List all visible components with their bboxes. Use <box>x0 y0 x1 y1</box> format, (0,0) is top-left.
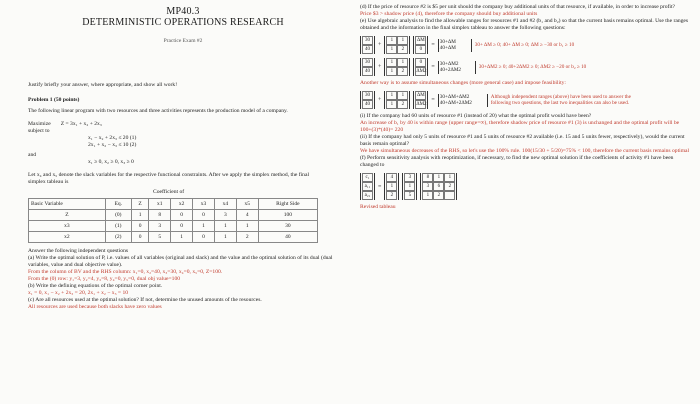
question-a: (a) Write the optimal solution of P, i.e. values of all variables (original and slack) and the value and the optimal solution of its dual (dual variables, value and dual objective value). <box>28 255 333 268</box>
equals-sign: = <box>378 183 382 190</box>
right-column <box>360 4 690 402</box>
matrix-cell: 40 <box>362 45 373 54</box>
tableau-cell: 40 <box>258 232 317 243</box>
constraint-2: 2x₁ + x₂ − x₃ ≤ 10 (2) <box>88 142 137 148</box>
delta-vector <box>413 36 428 54</box>
range-note-2: 30+ΔM2 ≥ 0; 40+2ΔM2 ≥ 0; ΔM2 ≥ −20 or b₂ ≥ 10 <box>478 63 587 70</box>
answer-i: An increase of b₁ by 40 is within range (upper range=∞), therefore shadow price of resource #1 (3) is unchanged and the optimal profit will be 100+(3)*(40)= 220 <box>360 120 680 133</box>
rhs-vector <box>360 36 375 54</box>
tableau-cell: 0 <box>171 210 193 221</box>
course-title: DETERMINISTIC OPERATIONS RESEARCH <box>82 17 284 28</box>
problem-intro: The following linear program with two resources and three activities represents the production model of a company. <box>28 108 288 114</box>
range-calc-resource-2 <box>360 58 690 76</box>
range-note-3: Although independent ranges (above) have been used to answer the following two questions, the last two inequalities can also be used. <box>490 93 631 106</box>
maximize-label: Maximize <box>28 121 51 127</box>
delta-vector <box>413 58 428 76</box>
matrix-cell: 30 <box>362 58 373 67</box>
question-b: (b) Write the defining equations of the optimal corner point. <box>28 283 163 289</box>
tableau-cell: (0) <box>105 210 131 221</box>
answer-d: Price $3 > shadow price (4), therefore the company should buy additional units <box>360 11 538 17</box>
matrix-cell: a₂₁ <box>362 191 373 200</box>
tableau-cell: 1 <box>214 232 236 243</box>
tableau-cell: 5 <box>149 232 171 243</box>
matrix-cell: 0 <box>415 58 426 67</box>
plus-sign: + <box>378 42 382 48</box>
range-calc-resource-1 <box>360 36 690 54</box>
matrix-cell: 1 <box>422 191 433 200</box>
left-column <box>28 6 338 402</box>
tableau-cell: 1 <box>171 232 193 243</box>
matrix-cell: 2 <box>397 67 408 76</box>
final-simplex-tableau <box>28 198 318 243</box>
tableau-header: x5 <box>236 199 258 210</box>
matrix-cell: 1 <box>386 36 397 45</box>
matrix-cell: 40 <box>362 67 373 76</box>
matrix-cell: 4 <box>386 173 397 182</box>
matrix-cell: 1 <box>433 173 444 182</box>
answer-b: x₁ = 0, x₁ − x₂ + 2x₃ = 20, 2x₁ + x₂ − x₃ = 10 <box>28 290 129 296</box>
matrix-cell: 1 <box>397 58 408 67</box>
matrix-cell: 30+ΔM <box>439 38 456 45</box>
tableau-header: Eq. <box>105 199 131 210</box>
matrix-cell <box>444 191 455 200</box>
tableau-header: Right Side <box>258 199 317 210</box>
basis-inverse-matrix <box>384 58 410 76</box>
tableau-cell: 3 <box>214 210 236 221</box>
tableau-header: Basic Variable <box>29 199 106 210</box>
simultaneous-change-calc <box>360 91 690 109</box>
matrix-cell: 40 <box>362 100 373 109</box>
objective-row <box>28 121 338 128</box>
tableau-header-row <box>29 199 318 210</box>
question-f: (f) Perform sensitivity analysis with reoptimization, if necessary, to find the new optimal solution if the coefficients of activity #1 have been changed to <box>360 155 674 168</box>
matrix-cell: 30 <box>362 91 373 100</box>
tableau-header: x3 <box>193 199 215 210</box>
coefficient-vector <box>360 173 375 200</box>
matrix-cell: c₁ <box>362 173 373 182</box>
matrix-cell: 1 <box>397 36 408 45</box>
matrix-cell: 3 <box>404 173 415 182</box>
problem-title: Problem 1 (50 points) <box>28 97 80 103</box>
matrix-cell: 1 <box>386 100 397 109</box>
tableau-cell: (1) <box>105 221 131 232</box>
tableau-cell: 0 <box>193 210 215 221</box>
result-vector <box>438 39 472 52</box>
matrix-cell: 2 <box>397 100 408 109</box>
matrix-cell: 0 <box>415 45 426 54</box>
constraint-1: x₁ − x₂ + 2x₃ ≤ 20 (1) <box>88 135 137 141</box>
tableau-cell: 0 <box>193 232 215 243</box>
tableau-cell: 1 <box>131 210 148 221</box>
matrix-cell: 40+ΔM+2ΔM2 <box>439 100 472 106</box>
matrix-cell: 30+ΔM+ΔM2 <box>439 93 470 100</box>
matrix-cell: 1 <box>404 182 415 191</box>
coefficient-of-label: Coefficient of <box>153 189 185 195</box>
work-matrix-a <box>402 173 417 200</box>
tableau-row <box>29 210 318 221</box>
tableau-cell: 1 <box>214 221 236 232</box>
rhs-vector <box>360 91 375 109</box>
tableau-header: Z <box>131 199 148 210</box>
plus-sign: + <box>378 64 382 70</box>
matrix-cell: 2 <box>386 191 397 200</box>
subject-to-label: subject to <box>28 128 50 134</box>
tableau-cell: 0 <box>131 221 148 232</box>
result-vector <box>438 61 476 74</box>
slack-note: Let x₄ and x₅ denote the slack variables for the respective functional constraints. After we apply the simplex method, the final simplex tableau is <box>28 172 310 185</box>
questions-intro: Answer the following independent questions <box>28 248 129 254</box>
tableau-cell: 0 <box>171 221 193 232</box>
plus-sign: + <box>378 97 382 103</box>
tableau-cell: 8 <box>149 210 171 221</box>
new-values-vector <box>384 173 399 200</box>
tableau-cell: 30 <box>258 221 317 232</box>
basis-inverse-matrix <box>384 91 410 109</box>
basis-inverse-matrix <box>384 36 410 54</box>
delta-vector <box>413 91 428 109</box>
matrix-cell: ΔM2 <box>416 69 427 74</box>
tableau-header: x1 <box>149 199 171 210</box>
rhs-vector <box>360 58 375 76</box>
result-vector <box>438 94 488 107</box>
matrix-cell: 30+ΔM2 <box>439 60 459 67</box>
tableau-cell: x2 <box>29 232 106 243</box>
matrix-cell: 2 <box>444 182 455 191</box>
matrix-cell: 8 <box>422 173 433 182</box>
matrix-cell: 1 <box>444 173 455 182</box>
matrix-cell: 2 <box>397 45 408 54</box>
objective-function: Z = 3x₁ + x₂ + 2x₃ <box>60 121 102 127</box>
answer-a-line-1: From the column of BV and the RHS column: x₁=0, x₂=40, x₃=30, x₄=0, x₅=0, Z=100. <box>28 269 223 275</box>
tableau-cell: Z <box>29 210 106 221</box>
answer-a-line-2: From the (0) row: y₁=3, y₂=4, y₃=8, y₄=0, y₅=0, dual obj value=100 <box>28 276 181 282</box>
matrix-cell: 5 <box>404 191 415 200</box>
question-c: (c) Are all resources used at the optimal solution? If not, determine the unused amounts of the resources. <box>28 297 262 303</box>
matrix-cell: a₁₁ <box>362 182 373 191</box>
tableau-cell: 0 <box>131 232 148 243</box>
matrix-cell: 1 <box>397 91 408 100</box>
range-note-1: 30+ ΔM ≥ 0; 40+ ΔM ≥ 0; ΔM ≥ −30 or b₁ ≥ 10 <box>474 41 575 48</box>
matrix-cell: 1 <box>386 58 397 67</box>
revised-tableau-label: Revised tableau <box>360 204 396 210</box>
and-label: and <box>28 152 37 158</box>
tableau-header: x4 <box>214 199 236 210</box>
tableau-cell: x3 <box>29 221 106 232</box>
matrix-cell: 6 <box>433 182 444 191</box>
matrix-cell: 1 <box>386 91 397 100</box>
another-way-note: Another way is to assume simultaneous changes (more general case) and impose feasibility: <box>360 80 566 86</box>
matrix-cell: 30 <box>362 36 373 45</box>
answer-ii: We have simultaneous decreases of the RHS, so let's use the 100% rule. 100(15/30 + 5/20)=75% < 100, therefore the current basis remains optimal <box>360 148 690 154</box>
question-ii: (ii) If the company had only 5 units of resource #1 and 5 units of resource #2 available (i.e. 15 and 5 units fewer, respectively), would the current basis remain optimal? <box>360 134 685 147</box>
matrix-cell: 3 <box>422 182 433 191</box>
tableau-header: x2 <box>171 199 193 210</box>
equals-sign: = <box>431 64 435 70</box>
tableau-cell: 100 <box>258 210 317 221</box>
tableau-cell: 2 <box>236 232 258 243</box>
matrix-cell: ΔM2 <box>416 102 427 107</box>
tableau-row <box>29 221 318 232</box>
tableau-cell: 1 <box>193 221 215 232</box>
matrix-cell: 2 <box>433 191 444 200</box>
tableau-cell: 3 <box>149 221 171 232</box>
tableau-cell: 4 <box>236 210 258 221</box>
nonnegativity: x₁ ≥ 0, x₂ ≥ 0, x₃ ≥ 0 <box>88 159 134 165</box>
course-code: MP40.3 <box>166 6 200 17</box>
answer-c: All resources are used because both slacks have zero values <box>28 304 162 310</box>
instructions: Justify briefly your answer, where appropriate, and show all work! <box>28 82 178 88</box>
matrix-cell: 1 <box>386 45 397 54</box>
matrix-cell: 1 <box>386 67 397 76</box>
matrix-cell: 1 <box>386 182 397 191</box>
matrix-cell: ΔM <box>417 93 425 98</box>
question-e: (e) Use algebraic analysis to find the allowable ranges for resources #1 and #2 (b₁ and b₂) so that the current basis remains optimal. Use the ranges obtained and the information in the final simplex tableau to answer the following questions: <box>360 18 689 31</box>
equals-sign: = <box>431 97 435 103</box>
tableau-row <box>29 232 318 243</box>
question-d: (d) If the price of resource #2 is $5 per unit should the company buy additional units of that resource, if available, in order to increase profit? <box>360 4 676 10</box>
equals-sign: = <box>431 42 435 48</box>
matrix-cell: 40+2ΔM2 <box>439 67 462 73</box>
revised-coefficients-calc <box>360 173 690 200</box>
work-matrix-b <box>420 173 457 200</box>
matrix-cell: ΔM <box>417 38 425 43</box>
tableau-cell: (2) <box>105 232 131 243</box>
tableau-cell: 1 <box>236 221 258 232</box>
matrix-cell: 40+ΔM <box>439 45 456 51</box>
exam-title: Practice Exam #2 <box>163 38 203 44</box>
question-i: (i) If the company had 60 units of resource #1 (instead of 20) what the optimal profit would have been? <box>360 113 592 119</box>
